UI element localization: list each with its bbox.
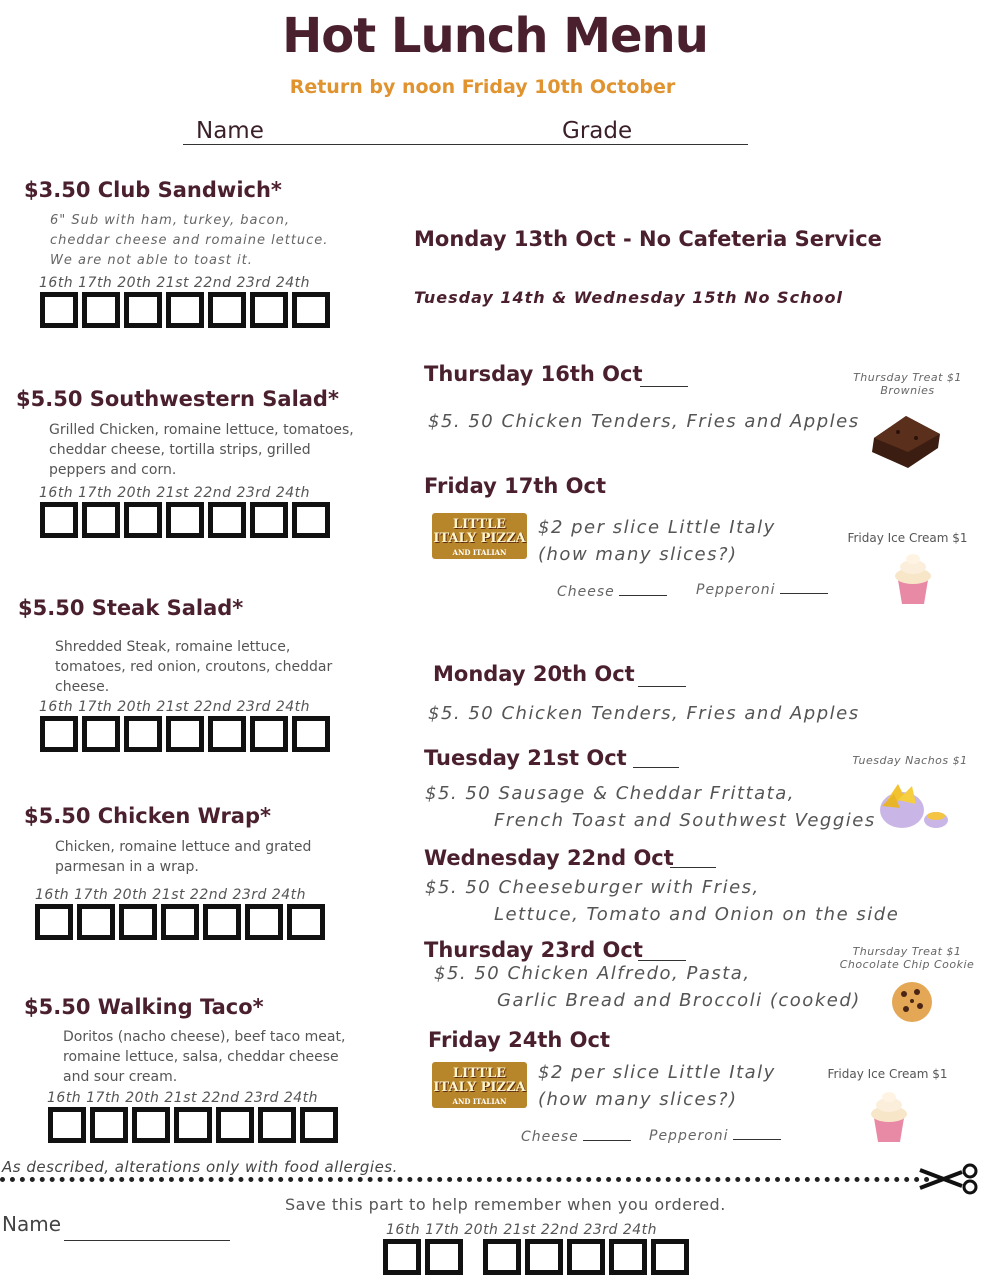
treat-label-fri17: Friday Ice Cream $1 <box>847 531 968 545</box>
meal-tue21-line1: $5. 50 Sausage & Cheddar Frittata, <box>425 783 795 804</box>
item-dates-steak-salad: 16th 17th 20th 21st 22nd 23rd 24th <box>39 699 311 715</box>
order-blank-thu16[interactable] <box>640 386 688 387</box>
checkbox-row-walking-taco[interactable] <box>48 1107 338 1143</box>
day-friday-17: Friday 17th Oct <box>424 474 606 498</box>
grade-label: Grade <box>562 118 633 144</box>
order-blank-tue21[interactable] <box>633 767 679 768</box>
logo-subtext: AND ITALIAN RESTAURANT <box>451 1097 508 1120</box>
treat-label-fri24: Friday Ice Cream $1 <box>827 1067 948 1081</box>
meal-wed22-line1: $5. 50 Cheeseburger with Fries, <box>425 877 760 898</box>
ice-cream-icon <box>866 1088 912 1144</box>
date-checkbox[interactable] <box>245 904 283 940</box>
date-checkbox[interactable] <box>208 292 246 328</box>
day-tuesday-21: Tuesday 21st Oct <box>424 746 627 770</box>
allergy-note: As described, alterations only with food allergies. <box>2 1158 398 1176</box>
day-wednesday-22: Wednesday 22nd Oct <box>424 846 674 870</box>
item-title-club-sandwich: $3.50 Club Sandwich* <box>24 178 282 202</box>
date-checkbox[interactable] <box>174 1107 212 1143</box>
footer-name-line[interactable] <box>64 1240 230 1241</box>
item-title-steak-salad: $5.50 Steak Salad* <box>18 596 244 620</box>
cut-line <box>0 1177 930 1182</box>
date-checkbox[interactable] <box>40 716 78 752</box>
day-monday-20: Monday 20th Oct <box>433 662 635 686</box>
name-grade-line[interactable] <box>183 144 748 145</box>
cheese-blank[interactable] <box>583 1140 631 1141</box>
item-desc-steak-salad: Shredded Steak, romaine lettuce, tomatoes, red onion, croutons, cheddar cheese. <box>55 639 333 695</box>
date-checkbox[interactable] <box>383 1239 421 1275</box>
date-checkbox[interactable] <box>90 1107 128 1143</box>
treat-label-tue21: Tuesday Nachos $1 <box>852 754 968 767</box>
date-checkbox[interactable] <box>48 1107 86 1143</box>
date-checkbox[interactable] <box>124 716 162 752</box>
item-dates-walking-taco: 16th 17th 20th 21st 22nd 23rd 24th <box>47 1090 319 1106</box>
logo-text: LITTLE ITALY PIZZA <box>433 517 526 546</box>
item-title-southwestern-salad: $5.50 Southwestern Salad* <box>16 387 339 411</box>
little-italy-logo <box>432 513 527 571</box>
date-checkbox[interactable] <box>216 1107 254 1143</box>
date-checkbox[interactable] <box>258 1107 296 1143</box>
order-blank-wed22[interactable] <box>670 867 716 868</box>
date-checkbox[interactable] <box>609 1239 647 1275</box>
little-italy-logo <box>432 1062 527 1120</box>
name-label: Name <box>196 118 264 144</box>
date-checkbox[interactable] <box>161 904 199 940</box>
date-checkbox[interactable] <box>292 292 330 328</box>
meal-fri17-line2: (how many slices?) <box>538 544 738 565</box>
item-desc-chicken-wrap: Chicken, romaine lettuce and grated parmesan in a wrap. <box>55 839 312 875</box>
pepperoni-text: Pepperoni <box>649 1128 729 1144</box>
date-checkbox[interactable] <box>40 292 78 328</box>
meal-thu23-line2: Garlic Bread and Broccoli (cooked) <box>497 990 861 1011</box>
date-checkbox[interactable] <box>166 292 204 328</box>
day-thursday-16: Thursday 16th Oct <box>424 362 643 386</box>
cookie-icon <box>890 980 934 1024</box>
pepperoni-label-fri24 <box>649 1128 781 1144</box>
logo-text: LITTLE ITALY PIZZA <box>433 1066 526 1095</box>
date-checkbox[interactable] <box>483 1239 521 1275</box>
item-dates-chicken-wrap: 16th 17th 20th 21st 22nd 23rd 24th <box>35 887 307 903</box>
order-blank-thu23[interactable] <box>638 960 686 961</box>
item-dates-club-sandwich: 16th 17th 20th 21st 22nd 23rd 24th <box>39 275 311 291</box>
pepperoni-blank[interactable] <box>733 1139 781 1140</box>
date-checkbox[interactable] <box>287 904 325 940</box>
date-checkbox[interactable] <box>525 1239 563 1275</box>
treat-label-thu23-line1: Thursday Treat $1 <box>852 945 962 958</box>
date-checkbox[interactable] <box>124 292 162 328</box>
date-checkbox[interactable] <box>203 904 241 940</box>
cheese-label-fri24 <box>521 1129 631 1145</box>
box-gap <box>467 1239 479 1275</box>
treat-label-thu16-line1: Thursday Treat $1 <box>853 371 962 384</box>
save-note: Save this part to help remember when you ordered. <box>285 1195 726 1214</box>
brownie-icon <box>868 408 944 472</box>
return-deadline: Return by noon Friday 10th October <box>289 76 676 98</box>
date-checkbox[interactable] <box>250 716 288 752</box>
order-blank-mon20[interactable] <box>638 686 686 687</box>
treat-label-thu23-line2: Chocolate Chip Cookie <box>839 958 975 971</box>
scissors-icon <box>918 1164 984 1194</box>
day-friday-24: Friday 24th Oct <box>428 1028 610 1052</box>
date-checkbox[interactable] <box>82 502 120 538</box>
date-checkbox[interactable] <box>425 1239 463 1275</box>
treat-label-thu16 <box>845 371 970 397</box>
date-checkbox[interactable] <box>292 502 330 538</box>
item-desc-walking-taco: Doritos (nacho cheese), beef taco meat, romaine lettuce, salsa, cheddar cheese and sour cream. <box>63 1029 346 1085</box>
cheese-text: Cheese <box>521 1129 579 1145</box>
meal-mon20: $5. 50 Chicken Tenders, Fries and Apples <box>428 703 860 724</box>
item-title-chicken-wrap: $5.50 Chicken Wrap* <box>24 804 271 828</box>
cheese-blank[interactable] <box>619 595 667 596</box>
meal-tue21-line2: French Toast and Southwest Veggies <box>494 810 876 831</box>
meal-fri17-line1: $2 per slice Little Italy <box>538 517 776 538</box>
meal-thu16: $5. 50 Chicken Tenders, Fries and Apples <box>428 411 860 432</box>
item-desc-southwestern-salad: Grilled Chicken, romaine lettuce, tomatoes, cheddar cheese, tortilla strips, grilled peppers and corn. <box>49 422 354 478</box>
cheese-label-fri17 <box>557 584 667 600</box>
date-checkbox[interactable] <box>567 1239 605 1275</box>
checkbox-row-steak-salad[interactable] <box>40 716 330 752</box>
date-checkbox[interactable] <box>132 1107 170 1143</box>
checkbox-row-southwestern-salad[interactable] <box>40 502 330 538</box>
date-checkbox[interactable] <box>82 716 120 752</box>
day-monday-13: Monday 13th Oct - No Cafeteria Service <box>414 227 882 251</box>
meal-fri24-line1: $2 per slice Little Italy <box>538 1062 776 1083</box>
date-checkbox[interactable] <box>250 502 288 538</box>
cheese-text: Cheese <box>557 584 615 600</box>
page-title: Hot Lunch Menu <box>282 8 708 64</box>
item-desc-club-sandwich: 6" Sub with ham, turkey, bacon, cheddar cheese and romaine lettuce. We are not able to toast it. <box>50 213 329 268</box>
date-checkbox[interactable] <box>82 292 120 328</box>
date-checkbox[interactable] <box>119 904 157 940</box>
logo-subtext: AND ITALIAN RESTAURANT <box>451 548 508 571</box>
footer-checkbox-row[interactable] <box>383 1239 689 1275</box>
meal-wed22-line2: Lettuce, Tomato and Onion on the side <box>494 904 900 925</box>
item-title-walking-taco: $5.50 Walking Taco* <box>24 995 264 1019</box>
date-checkbox[interactable] <box>166 716 204 752</box>
checkbox-row-club-sandwich[interactable] <box>40 292 330 328</box>
date-checkbox[interactable] <box>292 716 330 752</box>
date-checkbox[interactable] <box>166 502 204 538</box>
date-checkbox[interactable] <box>208 716 246 752</box>
treat-label-thu23 <box>836 945 978 971</box>
checkbox-row-chicken-wrap[interactable] <box>35 904 325 940</box>
date-checkbox[interactable] <box>124 502 162 538</box>
nachos-icon <box>876 780 950 834</box>
pepperoni-blank[interactable] <box>780 593 828 594</box>
footer-name-label: Name <box>2 1212 62 1236</box>
item-dates-southwestern-salad: 16th 17th 20th 21st 22nd 23rd 24th <box>39 485 311 501</box>
day-tue-wed-no-school: Tuesday 14th & Wednesday 15th No School <box>414 288 843 307</box>
treat-label-thu16-line2: Brownies <box>880 384 935 397</box>
date-checkbox[interactable] <box>77 904 115 940</box>
meal-thu23-line1: $5. 50 Chicken Alfredo, Pasta, <box>434 963 751 984</box>
date-checkbox[interactable] <box>208 502 246 538</box>
date-checkbox[interactable] <box>300 1107 338 1143</box>
ice-cream-icon <box>890 550 936 606</box>
day-thursday-23: Thursday 23rd Oct <box>424 938 643 962</box>
date-checkbox[interactable] <box>35 904 73 940</box>
pepperoni-text: Pepperoni <box>696 582 776 598</box>
date-checkbox[interactable] <box>40 502 78 538</box>
meal-fri24-line2: (how many slices?) <box>538 1089 738 1110</box>
date-checkbox[interactable] <box>250 292 288 328</box>
footer-dates: 16th 17th 20th 21st 22nd 23rd 24th <box>386 1222 658 1238</box>
date-checkbox[interactable] <box>651 1239 689 1275</box>
pepperoni-label-fri17 <box>696 582 828 598</box>
